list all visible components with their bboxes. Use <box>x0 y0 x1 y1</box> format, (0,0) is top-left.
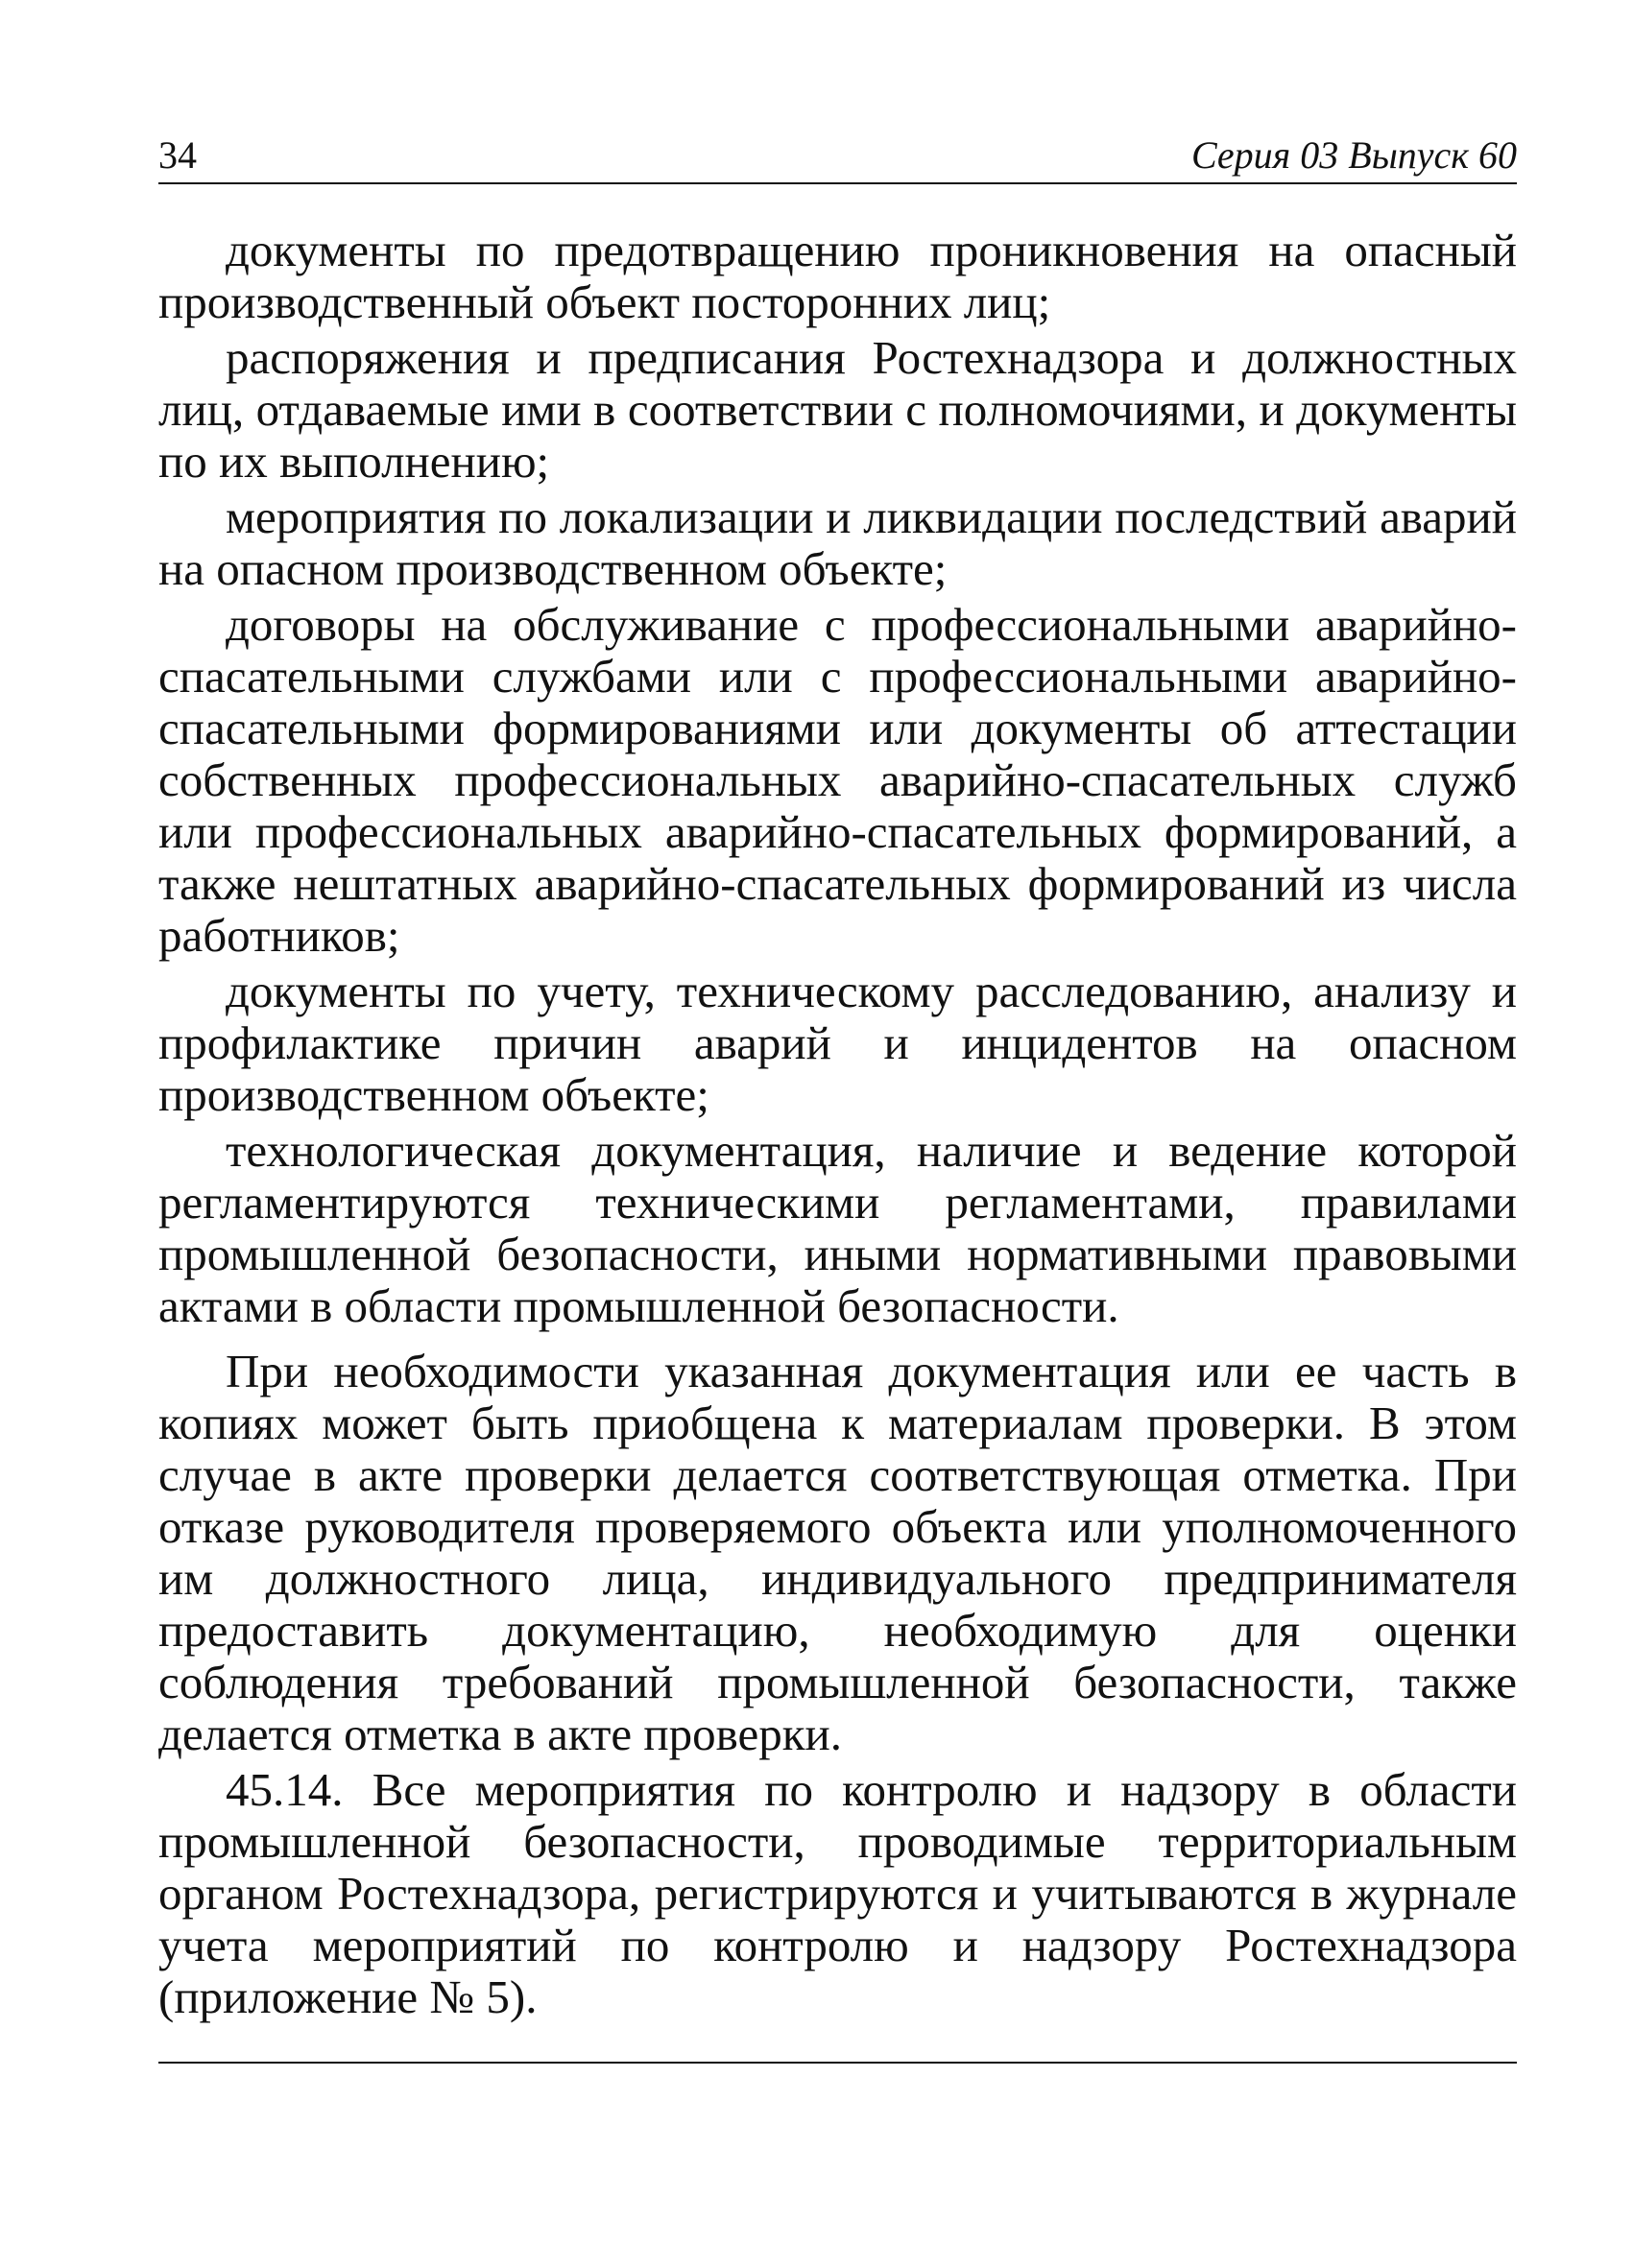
list-item: договоры на обслуживание с профессиональными аварийно-спасательными службами или с профессиональными аварийно-спасательными формированиями или документы об аттестации собственных профессиональных аварийно-спасательных служб или профессиональных аварийно-спасательных формирований, а также нештатных аварийно-спасательных формирований из числа работников; <box>158 598 1517 962</box>
series-title: Серия 03 Выпуск 60 <box>1190 133 1517 177</box>
paragraph-copies: При необходимости указанная документация или ее часть в копиях может быть приобщена к материалам проверки. В этом случае в акте проверки делается соответствующая отметка. При отказе руководителя проверяемого объекта или уполномоченного им должностного лица, индивидуального предпринимателя предоставить документацию, необходимую для оценки соблюдения требований промышленной безопасности, также делается отметка в акте проверки. <box>158 1345 1517 1760</box>
list-item: мероприятия по локализации и ликвидации последствий аварий на опасном производственном объекте; <box>158 490 1517 595</box>
running-header <box>158 134 1517 184</box>
list-item: документы по предотвращению проникновения на опасный производственный объект посторонних лиц; <box>158 224 1517 328</box>
list-item: технологическая документация, наличие и ведение которой регламентируются техническими регламентами, правилами промышленной безопасности, иными нормативными правовыми актами в области промышленной безопасности. <box>158 1124 1517 1332</box>
bottom-rule <box>158 2062 1517 2064</box>
body-text <box>158 225 1517 2023</box>
paragraph-45-14: 45.14. Все мероприятия по контролю и надзору в области промышленной безопасности, проводимые территориальным органом Ростехнадзора, регистрируются и учитываются в журнале учета мероприятий по контролю и надзору Ростехнадзора (приложение № 5). <box>158 1763 1517 2023</box>
list-item: распоряжения и предписания Ростехнадзора и должностных лиц, отдаваемые ими в соответствии с полномочиями, и документы по их выполнению; <box>158 331 1517 488</box>
page-number: 34 <box>158 133 197 177</box>
list-item: документы по учету, техническому расследованию, анализу и профилактике причин аварий и инцидентов на опасном производственном объекте; <box>158 965 1517 1121</box>
document-page <box>158 134 1517 2064</box>
